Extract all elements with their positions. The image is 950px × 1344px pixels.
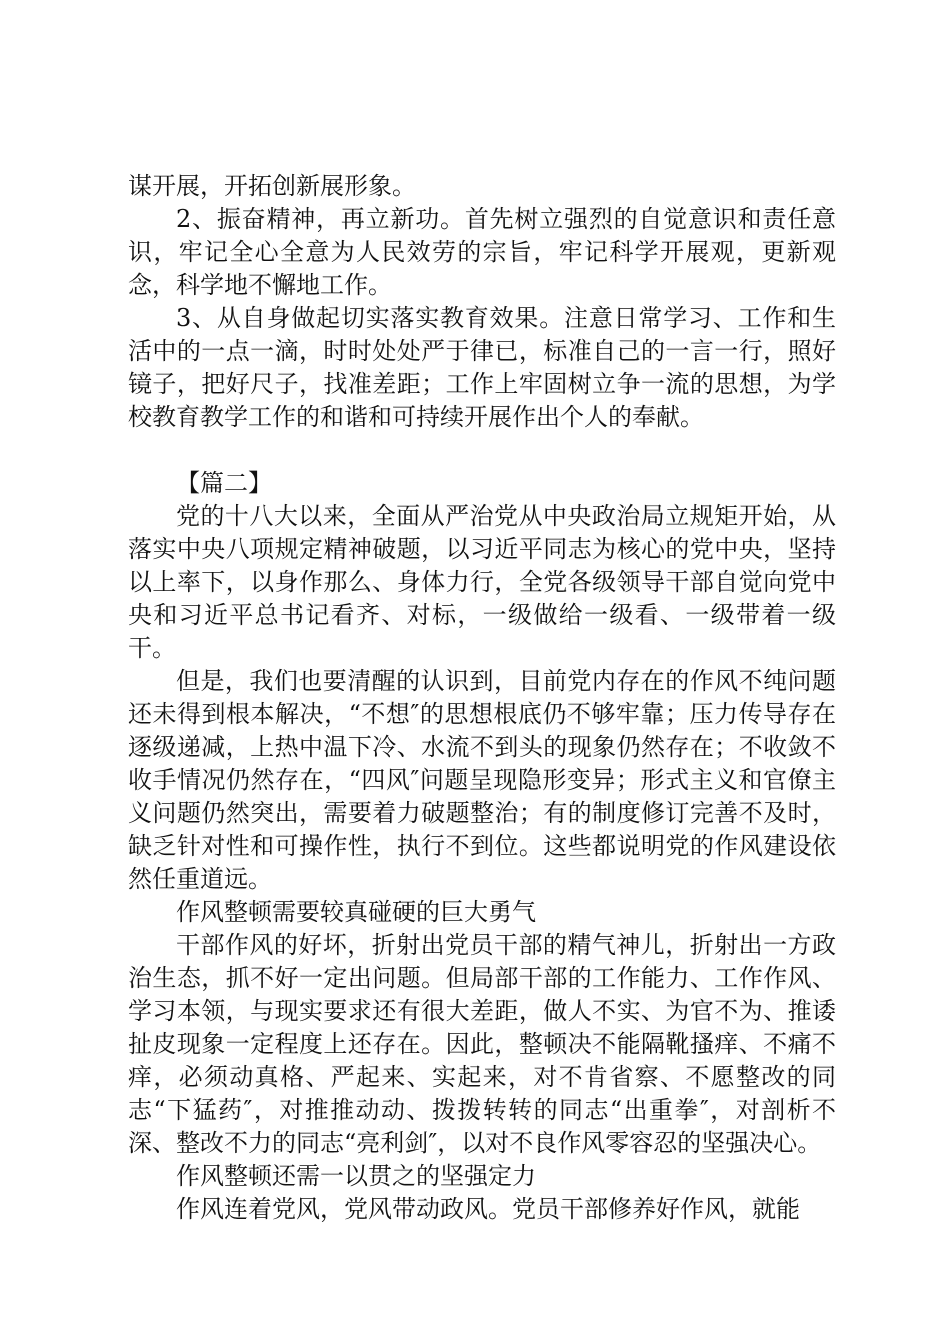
paragraph-intro: 党的十八大以来，全面从严治党从中央政治局立规矩开始，从落实中央八项规定精神破题，以习近平同志为核心的党中央，坚持以上率下，以身作那么、身体力行，全党各级领导干部自觉向党中央和习近平总书记看齐、对标，一级做给一级看、一级带着一级干。: [128, 502, 836, 662]
subheading-resolve: 作风整顿还需一以贯之的坚强定力: [176, 1162, 536, 1190]
document-body: [128, 170, 836, 1226]
paragraph-item-3: 3、从自身做起切实落实教育效果。注意日常学习、工作和生活中的一点一滴，时时处处严于律已，标准自己的一言一行，照好镜子，把好尺子，找准差距；工作上牢固树立争一流的思想，为学校教育教学工作的和谐和可持续开展作出个人的奉献。: [128, 304, 836, 431]
paragraph-item-2: 2、振奋精神，再立新功。首先树立强烈的自觉意识和责任意识，牢记全心全意为人民效劳的宗旨，牢记科学开展观，更新观念，科学地不懈地工作。: [128, 205, 836, 299]
section-heading: 【篇二】: [176, 469, 272, 497]
paragraph-courage: 干部作风的好坏，折射出党员干部的精气神儿，折射出一方政治生态，抓不好一定出问题。但局部干部的工作能力、工作作风、学习本领，与现实要求还有很大差距，做人不实、为官不为、推诿扯皮现象一定程度上还存在。因此，整顿决不能隔靴搔痒、不痛不痒，必须动真格、严起来、实起来，对不肯省察、不愿整改的同志“下猛药″，对推推动动、拨拨转转的同志“出重拳″，对剖析不深、整改不力的同志“亮利剑″，以对不良作风零容忍的坚强决心。: [128, 931, 836, 1157]
blank-line: [128, 434, 836, 467]
paragraph-resolve: 作风连着党风，党风带动政风。党员干部修养好作风，就能: [176, 1195, 800, 1223]
paragraph-problems: 但是，我们也要清醒的认识到，目前党内存在的作风不纯问题还未得到根本解决，“不想″的思想根底仍不够牢靠；压力传导存在逐级递减，上热中温下冷、水流不到头的现象仍然存在；不收敛不收手情况仍然存在，“四风″问题呈现隐形变异；形式主义和官僚主义问题仍然突出，需要着力破题整治；有的制度修订完善不及时，缺乏针对性和可操作性，执行不到位。这些都说明党的作风建设依然任重道远。: [128, 667, 836, 893]
paragraph-continuation: 谋开展，开拓创新展形象。: [128, 172, 416, 200]
subheading-courage: 作风整顿需要较真碰硬的巨大勇气: [176, 898, 536, 926]
